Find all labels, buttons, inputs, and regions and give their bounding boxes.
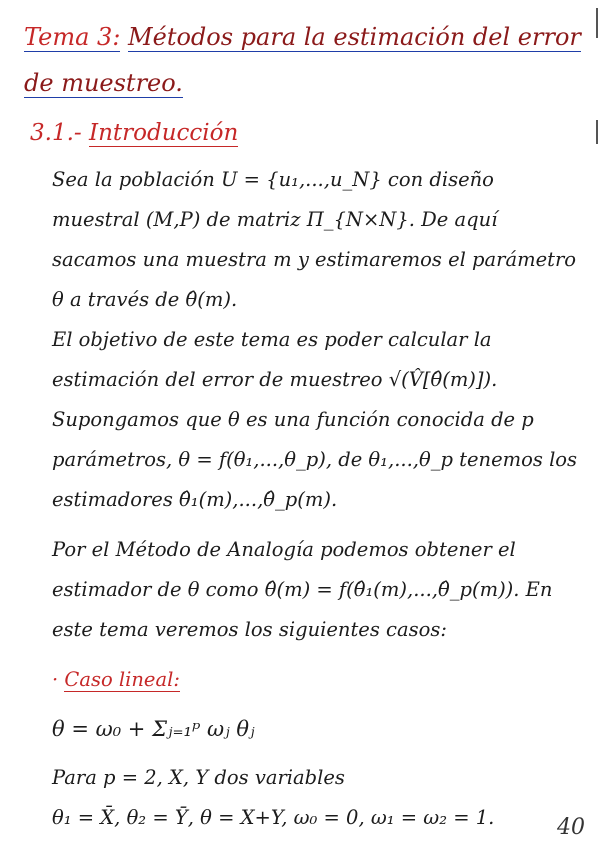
example-line-1: Para p = 2, X, Y dos variables — [52, 766, 345, 789]
bullet-dot: · — [52, 668, 59, 691]
section-label: Introducción — [88, 120, 239, 146]
page-title — [24, 14, 584, 106]
case-bullet — [52, 660, 587, 700]
section-number: 3.1.- — [30, 120, 82, 146]
linear-formula: θ = ω₀ + Σⱼ₌₁ᵖ ωⱼ θⱼ — [52, 717, 255, 741]
margin-mark — [596, 8, 598, 38]
title-text: Métodos para la estimación del error de muestreo. — [24, 23, 581, 97]
notes-body — [52, 160, 587, 838]
title-prefix: Tema 3: — [24, 23, 121, 51]
case-label: Caso lineal: — [64, 668, 180, 691]
page-number: 40 — [557, 815, 585, 840]
paragraph-1: Sea la población U = {u₁,...,u_N} con diseño muestral (M,P) de matriz Π_{N×N}. De aquí sacamos una muestra m y estimaremos el parámetro θ a través de θ̂(m). — [52, 168, 577, 311]
example-line-2: θ₁ = X̄, θ₂ = Ȳ, θ = X+Y, ω₀ = 0, ω₁ = ω₂ = 1. — [52, 806, 495, 829]
paragraph-4: Por el Método de Analogía podemos obtener el estimador de θ como θ̂(m) = f(θ̂₁(m),...,θ̂_p(m)). En este tema veremos los siguientes casos: — [52, 538, 553, 641]
section-heading — [30, 120, 238, 146]
paragraph-3: Supongamos que θ es una función conocida de p parámetros, θ = f(θ₁,...,θ_p), de θ₁,...,θ_p tenemos los estimadores θ̂₁(m),...,θ̂_p(m). — [52, 408, 578, 511]
paragraph-2: El objetivo de este tema es poder calcular la estimación del error de muestreo √(V̂[θ̂(m)]). — [52, 328, 498, 391]
margin-mark — [596, 120, 598, 144]
